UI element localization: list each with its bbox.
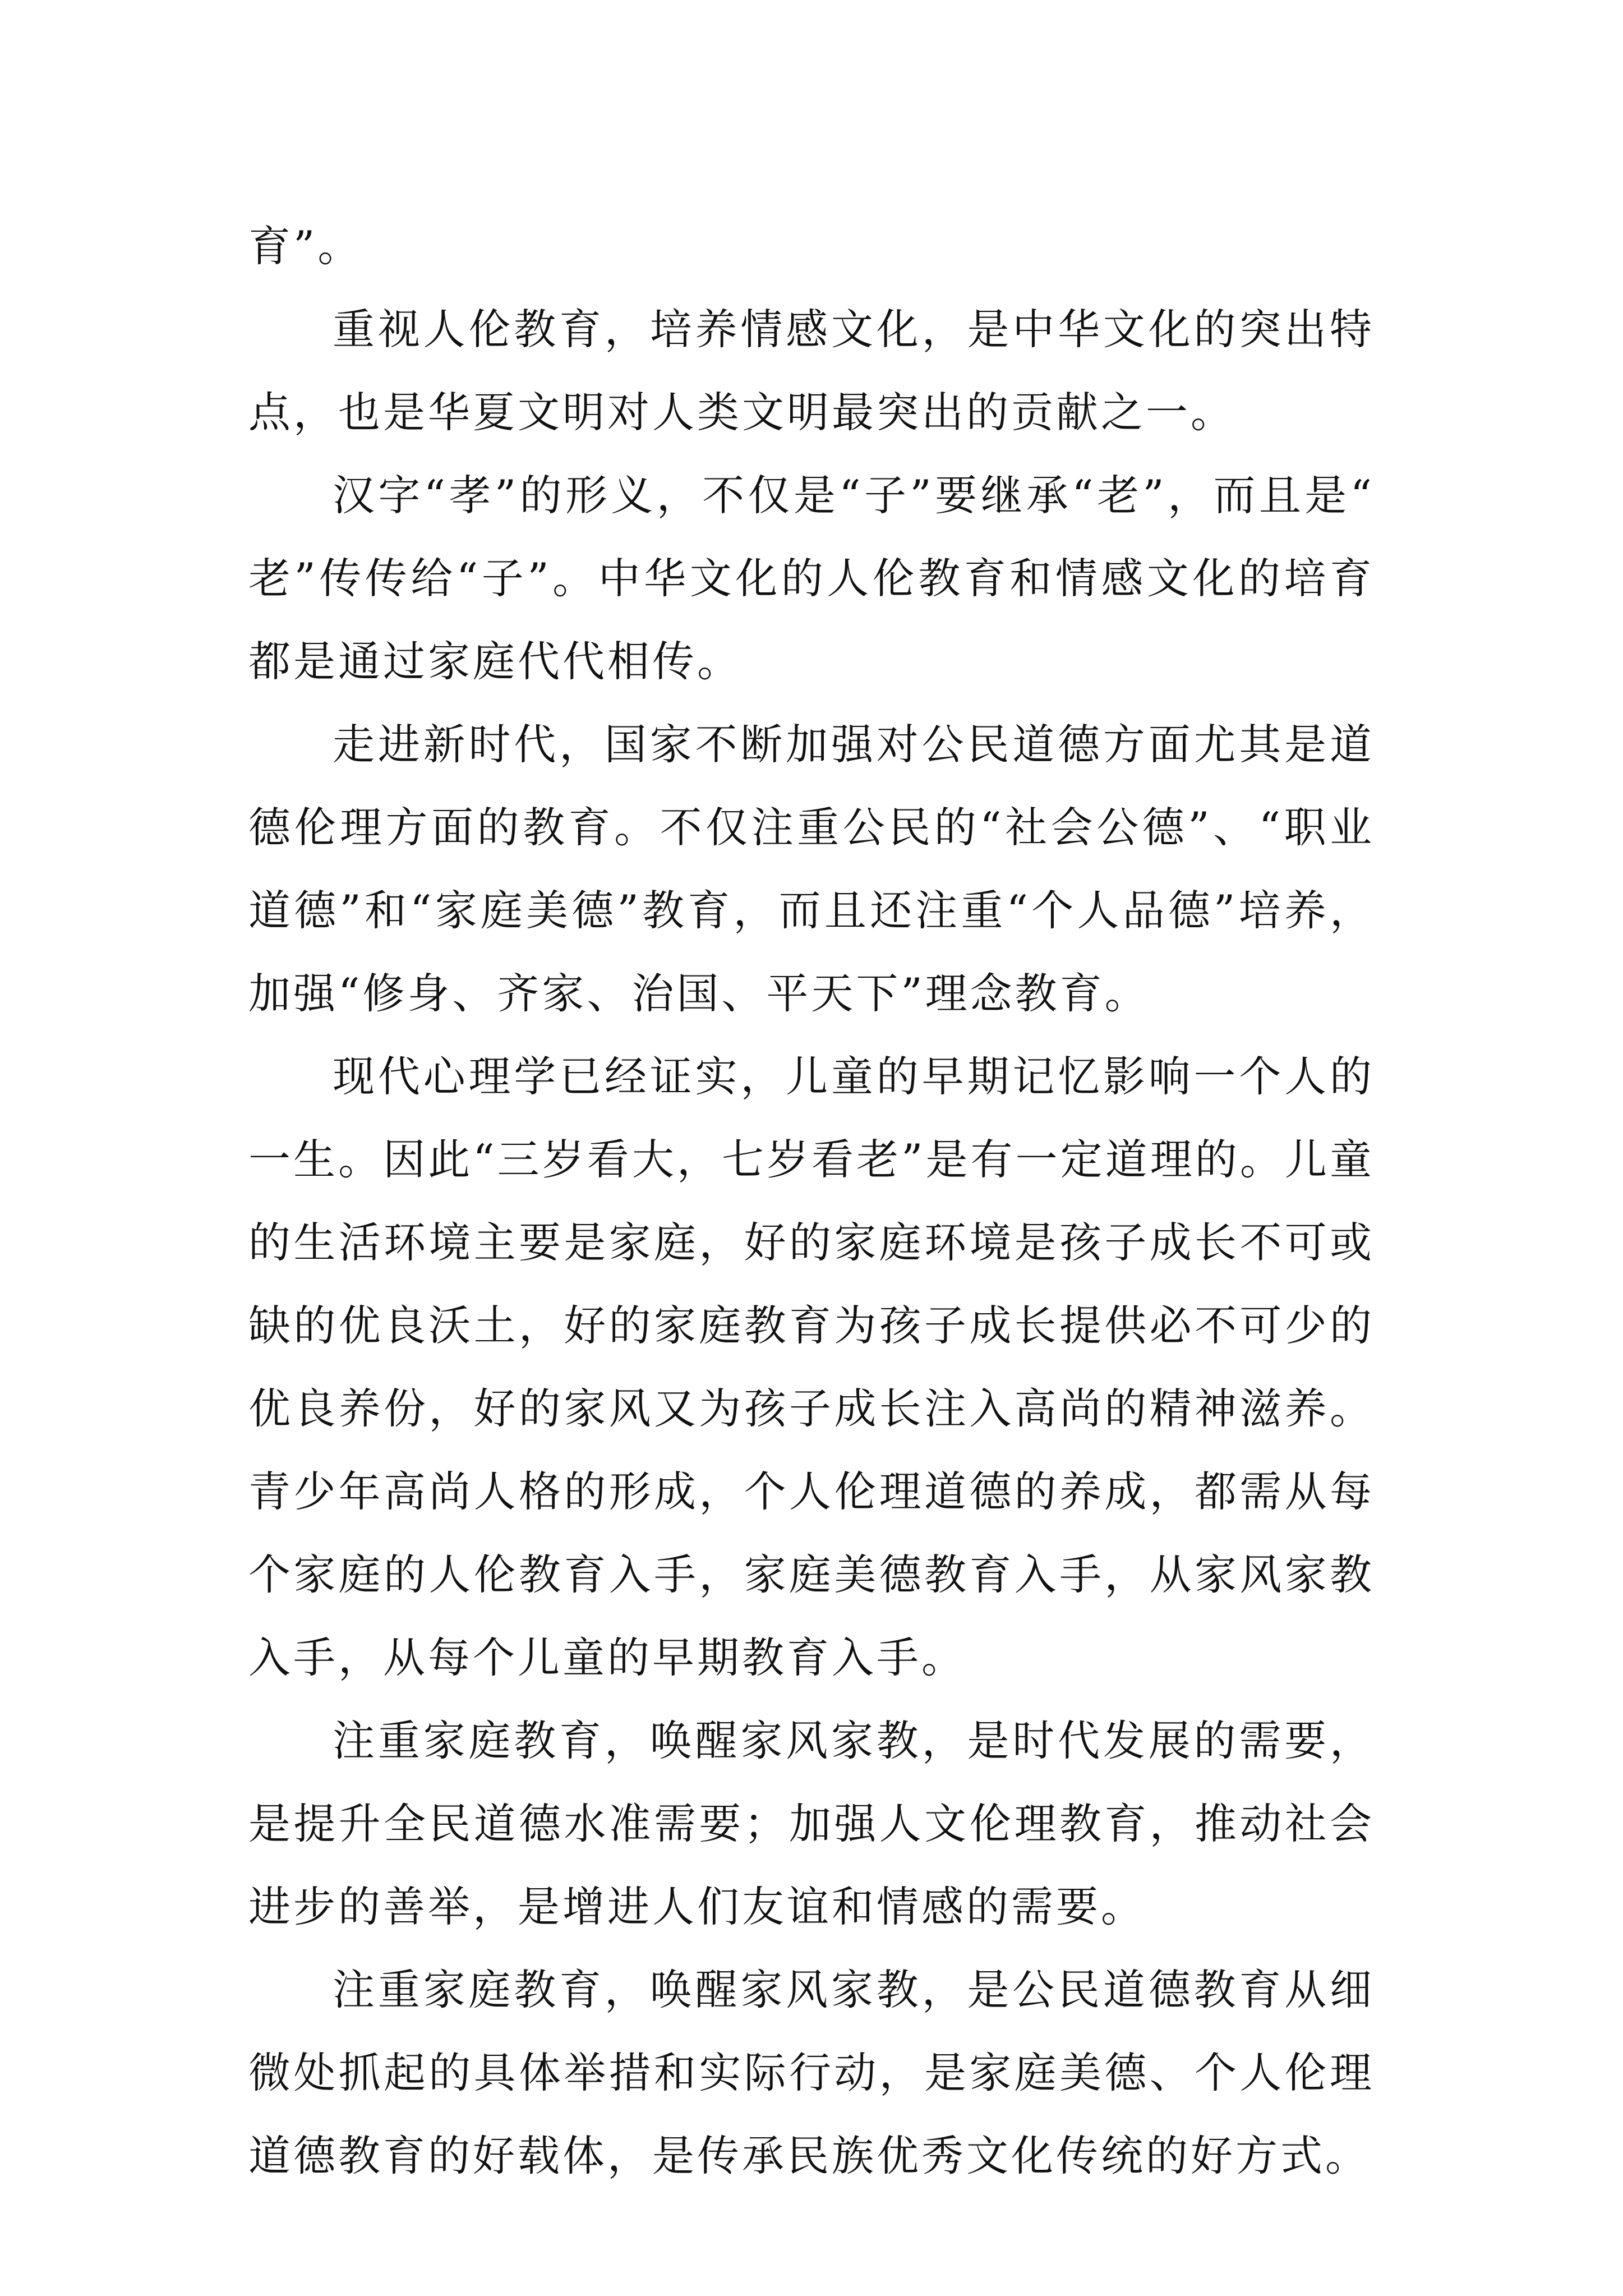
paragraph: 注重家庭教育，唤醒家风家教，是公民道德教育从细微处抓起的具体举措和实际行动，是家庭美德、个人伦理道德教育的好载体，是传承民族优秀文化传统的好方式。 [248,1965,1375,2180]
paragraph: 重视人伦教育，培养情感文化，是中华文化的突出特点，也是华夏文明对人类文明最突出的贡献之一。 [248,305,1375,437]
paragraph: 注重家庭教育，唤醒家风家教，是时代发展的需要，是提升全民道德水准需要；加强人文伦理教育，推动社会进步的善举，是增进人们友谊和情感的需要。 [248,1716,1375,1931]
paragraph: 汉字“孝”的形义，不仅是“子”要继承“老”，而且是“老”传传给“子”。中华文化的人伦教育和情感文化的培育都是通过家庭代代相传。 [248,471,1375,686]
paragraph: 现代心理学已经证实，儿童的早期记忆影响一个人的一生。因此“三岁看大，七岁看老”是有一定道理的。儿童的生活环境主要是家庭，好的家庭环境是孩子成长不可或缺的优良沃土，好的家庭教育为孩子成长提供必不可少的优良养份，好的家风又为孩子成长注入高尚的精神滋养。青少年高尚人格的形成，个人伦理道德的养成，都需从每个家庭的人伦教育入手，家庭美德教育入手，从家风家教入手，从每个儿童的早期教育入手。 [248,1052,1375,1682]
body-text [248,205,1375,2197]
paragraph-continuation: 育”。 [248,222,363,271]
paragraph: 走进新时代，国家不断加强对公民道德方面尤其是道德伦理方面的教育。不仅注重公民的“社会公德”、“职业道德”和“家庭美德”教育，而且还注重“个人品德”培养，加强“修身、齐家、治国、平天下”理念教育。 [248,720,1375,1018]
